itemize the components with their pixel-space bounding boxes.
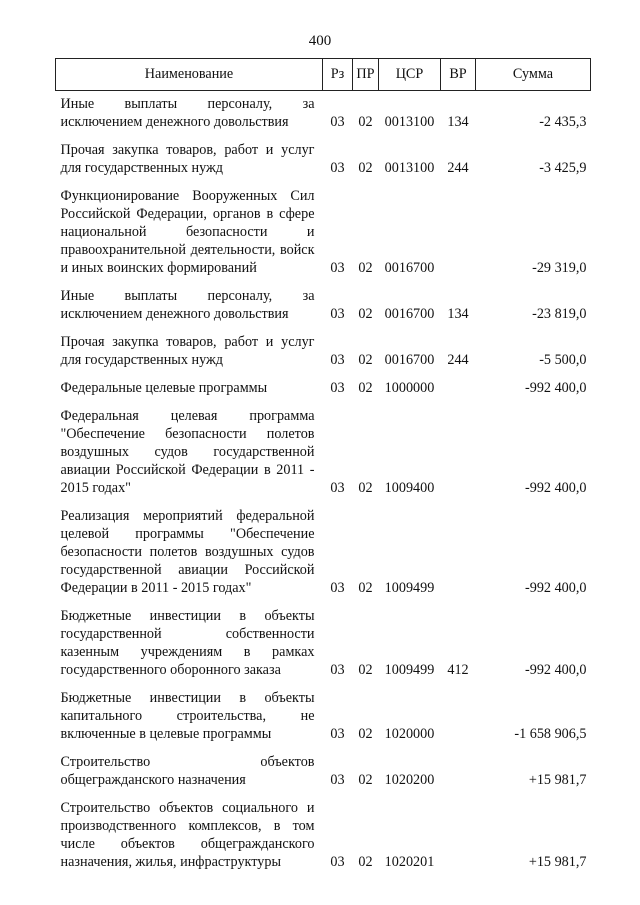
row-vr: 134 — [447, 306, 469, 322]
row-pr: 02 — [358, 260, 373, 276]
row-pr: 02 — [358, 726, 373, 742]
row-rz: 03 — [330, 114, 345, 130]
row-csr: 1009499 — [384, 580, 435, 596]
row-rz: 03 — [330, 380, 345, 396]
row-rz: 03 — [330, 662, 345, 678]
row-sum: -992 400,0 — [525, 480, 587, 496]
row-pr: 02 — [358, 854, 373, 870]
row-vr: 244 — [447, 352, 469, 368]
row-csr: 0013100 — [384, 114, 435, 130]
row-sum: -5 500,0 — [539, 352, 587, 368]
row-name: Прочая закупка товаров, работ и услуг для государственных нужд — [60, 334, 315, 368]
row-csr: 1000000 — [384, 380, 435, 396]
row-pr: 02 — [358, 580, 373, 596]
row-name: Реализация мероприятий федеральной целевой программы "Обеспечение безопасности полетов воздушных судов государственной авиации Российской Федерации в 2011 - 2015 годах" — [60, 508, 315, 596]
row-csr: 1020201 — [384, 854, 435, 870]
row-rz: 03 — [330, 160, 345, 176]
row-vr — [441, 499, 476, 599]
row-vr — [441, 791, 476, 873]
row-sum: -992 400,0 — [525, 662, 587, 678]
row-sum: +15 981,7 — [528, 854, 587, 870]
row-pr: 02 — [358, 480, 373, 496]
row-sum: -992 400,0 — [525, 380, 587, 396]
row-csr: 1009499 — [384, 662, 435, 678]
row-name: Бюджетные инвестиции в объекты капитального строительства, не включенные в целевые программы — [60, 690, 315, 742]
header-pr: ПР — [353, 59, 379, 91]
row-csr: 0013100 — [384, 160, 435, 176]
row-vr: 244 — [447, 160, 469, 176]
row-pr: 02 — [358, 380, 373, 396]
row-pr: 02 — [358, 114, 373, 130]
row-csr: 1020000 — [384, 726, 435, 742]
row-sum: +15 981,7 — [528, 772, 587, 788]
row-name: Бюджетные инвестиции в объекты государственной собственности казенным учреждениям в рамках государственного оборонного заказа — [60, 608, 315, 678]
row-rz: 03 — [330, 352, 345, 368]
row-pr: 02 — [358, 160, 373, 176]
row-rz: 03 — [330, 854, 345, 870]
row-sum: -2 435,3 — [539, 114, 587, 130]
row-name: Федеральная целевая программа "Обеспечение безопасности полетов воздушных судов государственной авиации Российской Федерации в 2011 - 2015 годах" — [60, 408, 315, 496]
row-pr: 02 — [358, 662, 373, 678]
table-row — [56, 499, 591, 599]
row-name: Функционирование Вооруженных Сил Российской Федерации, органов в сфере национальной безопасности и правоохранительной деятельности, войск и иных воинских формирований — [60, 188, 315, 276]
table-row — [56, 133, 591, 179]
row-sum: -992 400,0 — [525, 580, 587, 596]
row-csr: 0016700 — [384, 306, 435, 322]
table-row — [56, 745, 591, 791]
header-csr: ЦСР — [379, 59, 441, 91]
header-rz: Рз — [323, 59, 353, 91]
row-name: Федеральные целевые программы — [60, 380, 268, 396]
row-name: Строительство объектов общегражданского назначения — [60, 754, 315, 788]
row-csr: 1009400 — [384, 480, 435, 496]
header-sum: Сумма — [476, 59, 591, 91]
row-rz: 03 — [330, 772, 345, 788]
row-sum: -3 425,9 — [539, 160, 587, 176]
page-number: 400 — [308, 33, 332, 49]
table-row — [56, 791, 591, 873]
row-rz: 03 — [330, 580, 345, 596]
row-rz: 03 — [330, 306, 345, 322]
table-row — [56, 179, 591, 279]
row-sum: -1 658 906,5 — [514, 726, 587, 742]
table-row — [56, 91, 591, 134]
row-csr: 1020200 — [384, 772, 435, 788]
row-vr — [441, 371, 476, 399]
row-pr: 02 — [358, 352, 373, 368]
row-name: Прочая закупка товаров, работ и услуг для государственных нужд — [60, 142, 315, 176]
table-row — [56, 371, 591, 399]
row-sum: -29 319,0 — [532, 260, 587, 276]
row-vr — [441, 681, 476, 745]
row-rz: 03 — [330, 726, 345, 742]
table-row — [56, 279, 591, 325]
table-body — [56, 91, 591, 874]
table-header — [56, 59, 591, 91]
header-vr: ВР — [441, 59, 476, 91]
table-row — [56, 325, 591, 371]
row-pr: 02 — [358, 306, 373, 322]
row-name: Строительство объектов социального и производственного комплексов, в том числе объектов общегражданского назначения, жилья, инфраструктуры — [60, 800, 315, 870]
row-csr: 0016700 — [384, 352, 435, 368]
row-sum: -23 819,0 — [532, 306, 587, 322]
row-csr: 0016700 — [384, 260, 435, 276]
row-vr: 134 — [447, 114, 469, 130]
budget-table — [55, 58, 591, 873]
row-vr: 412 — [447, 662, 469, 678]
row-rz: 03 — [330, 480, 345, 496]
row-pr: 02 — [358, 772, 373, 788]
row-vr — [441, 745, 476, 791]
table-row — [56, 399, 591, 499]
row-name: Иные выплаты персоналу, за исключением денежного довольствия — [60, 96, 315, 130]
table-row — [56, 599, 591, 681]
row-vr — [441, 399, 476, 499]
header-name: Наименование — [56, 59, 323, 91]
row-vr — [441, 179, 476, 279]
row-name: Иные выплаты персоналу, за исключением денежного довольствия — [60, 288, 315, 322]
row-rz: 03 — [330, 260, 345, 276]
table-row — [56, 681, 591, 745]
